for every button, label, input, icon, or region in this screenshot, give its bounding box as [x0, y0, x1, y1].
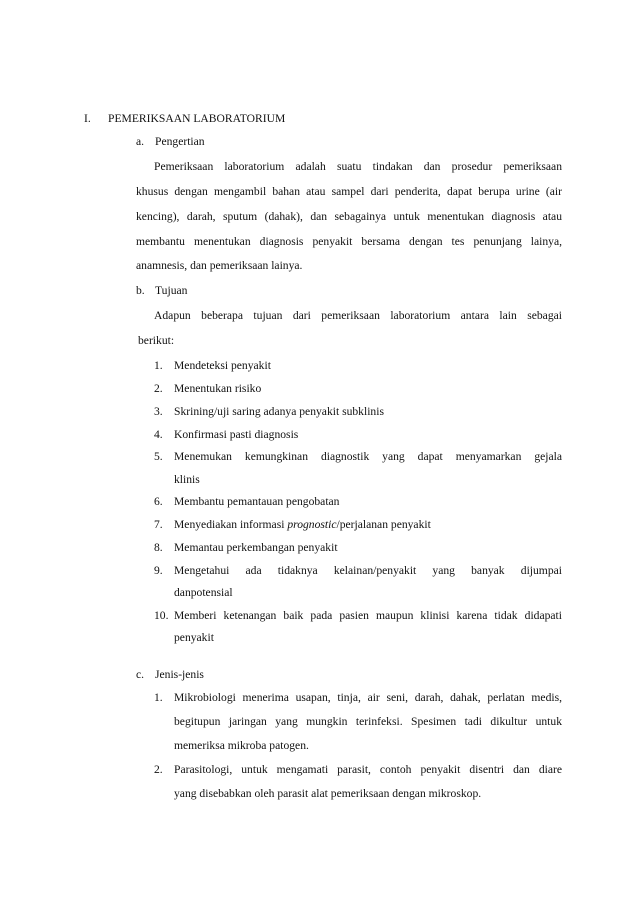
list-item-text: Menyediakan informasi [174, 518, 288, 531]
list-number: 9. [154, 564, 163, 577]
paragraph-a-line: khusus dengan mengambil bahan atau sampel dari penderita, dapat berupa urine (air [136, 185, 562, 198]
subsection-c-marker: c. [136, 668, 145, 681]
list-item: Parasitologi, untuk mengamati parasit, contoh penyakit disentri dan diare [174, 763, 562, 776]
list-number: 1. [154, 691, 163, 704]
paragraph-b-line: Adapun beberapa tujuan dari pemeriksaan laboratorium antara lain sebagai [154, 309, 562, 322]
list-number: 3. [154, 405, 163, 418]
subsection-b-marker: b. [136, 284, 145, 297]
paragraph-a-line: kencing), darah, sputum (dahak), dan sebagainya untuk menentukan diagnosis atau [136, 210, 562, 223]
list-item: Konfirmasi pasti diagnosis [174, 428, 299, 441]
list-item: Memberi ketenangan baik pada pasien maupun klinisi karena tidak didapati [174, 609, 562, 622]
list-item: Mendeteksi penyakit [174, 359, 271, 372]
list-item-continuation: danpotensial [174, 586, 233, 599]
list-number: 4. [154, 428, 163, 441]
list-item [174, 518, 431, 531]
section-number: I. [84, 112, 91, 125]
list-item-continuation: penyakit [174, 631, 214, 644]
list-number: 5. [154, 450, 163, 463]
list-number: 10. [154, 609, 169, 622]
italic-term: prognostic [287, 518, 337, 531]
list-item: Skrining/uji saring adanya penyakit subklinis [174, 405, 384, 418]
list-item: Mikrobiologi menerima usapan, tinja, air seni, darah, dahak, perlatan medis, [174, 691, 562, 704]
paragraph-b-line: berikut: [138, 334, 175, 347]
list-item: Menentukan risiko [174, 382, 262, 395]
list-item: Memantau perkembangan penyakit [174, 541, 338, 554]
list-number: 2. [154, 763, 163, 776]
subsection-a-marker: a. [136, 135, 145, 148]
paragraph-a-line: Pemeriksaan laboratorium adalah suatu tindakan dan prosedur pemeriksaan [154, 160, 562, 173]
section-title: PEMERIKSAAN LABORATORIUM [108, 112, 286, 125]
paragraph-a-line: membantu menentukan diagnosis penyakit bersama dengan tes penunjang lainya, [136, 235, 562, 248]
list-number: 8. [154, 541, 163, 554]
list-item: Menemukan kemungkinan diagnostik yang dapat menyamarkan gejala [174, 450, 562, 463]
list-number: 1. [154, 359, 163, 372]
list-item: Membantu pemantauan pengobatan [174, 495, 340, 508]
list-item-text: /perjalanan penyakit [336, 518, 431, 531]
list-item: Mengetahui ada tidaknya kelainan/penyakit yang banyak dijumpai [174, 564, 562, 577]
subsection-b-heading: Tujuan [155, 284, 188, 297]
list-number: 6. [154, 495, 163, 508]
list-number: 2. [154, 382, 163, 395]
list-number: 7. [154, 518, 163, 531]
list-item-continuation: yang disebabkan oleh parasit alat pemeriksaan dengan mikroskop. [174, 787, 482, 800]
subsection-a-heading: Pengertian [155, 135, 205, 148]
list-item-continuation: memeriksa mikroba patogen. [174, 739, 309, 752]
paragraph-a-line: anamnesis, dan pemeriksaan lainya. [136, 259, 303, 272]
subsection-c-heading: Jenis-jenis [155, 668, 204, 681]
list-item-continuation: begitupun jaringan yang mungkin terinfeksi. Spesimen tadi dikultur untuk [174, 715, 562, 728]
list-item-continuation: klinis [174, 473, 200, 486]
